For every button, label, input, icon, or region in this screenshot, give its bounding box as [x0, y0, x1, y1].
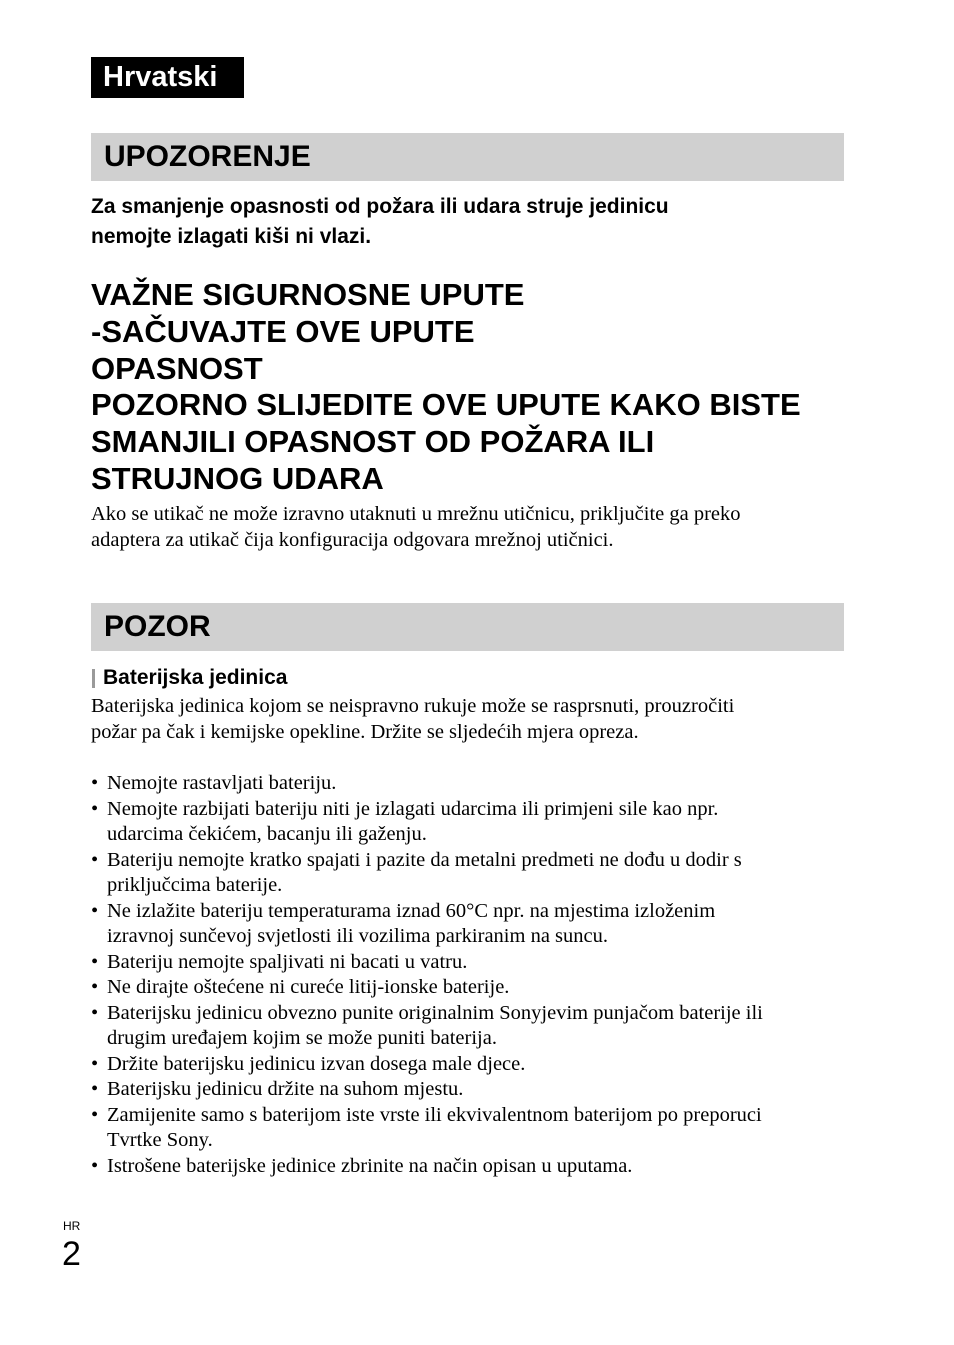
subheading-marker [92, 669, 95, 688]
list-item-line: udarcima čekićem, bacanju ili gaženju. [107, 823, 427, 845]
battery-subheading [91, 664, 287, 692]
warning-text [91, 192, 851, 252]
list-item-line: priključcima baterije. [107, 874, 283, 896]
list-item-line: • Zamijenite samo s baterijom iste vrste ili ekvivalentnom baterijom po preporuci [107, 1103, 762, 1126]
safety-heading: OPASNOST [91, 350, 263, 386]
battery-intro-line: požar pa čak i kemijske opekline. Držite se sljedećih mjera opreza. [91, 720, 639, 743]
safety-heading: VAŽNE SIGURNOSNE UPUTE [91, 277, 525, 312]
warning-text-line: nemojte izlagati kiši ni vlazi. [91, 225, 372, 248]
list-item-line: • Nemojte rastavljati bateriju. [107, 772, 337, 794]
page-language-code: HR [63, 1219, 81, 1233]
battery-precautions-list [91, 771, 851, 1179]
list-item [91, 1001, 851, 1052]
list-item-line: • Bateriju nemojte kratko spajati i pazite da metalni predmeti ne dođu u dodir s [107, 848, 742, 871]
list-item-line: • Baterijsku jedinicu obvezno punite originalnim Sonyjevim punjačom baterije ili [107, 1001, 763, 1024]
adapter-paragraph [91, 502, 851, 553]
list-item-line: izravnoj sunčevoj svjetlosti ili vozilima parkiranim na suncu. [107, 925, 608, 947]
list-item-line: • Nemojte razbijati bateriju niti je izlagati udarcima ili primjeni sile kao npr. [107, 797, 719, 820]
list-item-line: • Bateriju nemojte spaljivati ni bacati u vatru. [107, 950, 468, 973]
safety-heading: SMANJILI OPASNOST OD POŽARA ILI [91, 424, 655, 460]
list-item-line: • Baterijsku jedinicu držite na suhom mjestu. [107, 1078, 464, 1100]
safety-headings [91, 277, 891, 498]
list-item [91, 899, 851, 950]
list-item-line: Tvrtke Sony. [107, 1129, 213, 1151]
section-title-warning: UPOZORENJE [91, 133, 844, 181]
list-item-line: • Ne izlažite bateriju temperaturama iznad 60°C npr. na mjestima izloženim [107, 899, 716, 922]
section-title-caution: POZOR [91, 603, 844, 651]
list-item [91, 1103, 851, 1154]
list-item [91, 1154, 851, 1180]
list-item-line: • Držite baterijsku jedinicu izvan dosega male djece. [107, 1052, 526, 1075]
list-item [91, 848, 851, 899]
page-number: 2 [62, 1235, 81, 1273]
list-item [91, 1052, 851, 1078]
safety-heading: POZORNO SLIJEDITE OVE UPUTE KAKO BISTE [91, 387, 801, 423]
list-item [91, 950, 851, 976]
safety-heading: -SAČUVAJTE OVE UPUTE [91, 313, 475, 349]
list-item-line: • Ne dirajte oštećene ni cureće litij-ionske baterije. [107, 976, 510, 998]
list-item [91, 797, 851, 848]
warning-text-line: Za smanjenje opasnosti od požara ili udara struje jedinicu [91, 195, 669, 218]
list-item [91, 975, 851, 1001]
list-item [91, 1077, 851, 1103]
battery-intro-paragraph [91, 694, 851, 745]
adapter-line: Ako se utikač ne može izravno utaknuti u mrežnu utičnicu, priključite ga preko [91, 503, 741, 525]
battery-intro-line: Baterijska jedinica kojom se neispravno rukuje može se rasprsnuti, prouzročiti [91, 695, 735, 717]
list-item-line: • Istrošene baterijske jedinice zbrinite na način opisan u uputama. [107, 1154, 633, 1177]
adapter-line: adaptera za utikač čija konfiguracija odgovara mrežnoj utičnici. [91, 528, 614, 551]
battery-subheading-label: Baterijska jedinica [103, 666, 288, 689]
list-item [91, 771, 851, 797]
language-tab: Hrvatski [91, 57, 244, 98]
safety-heading: STRUJNOG UDARA [91, 460, 384, 496]
list-item-line: drugim uređajem kojim se može puniti baterija. [107, 1027, 497, 1049]
